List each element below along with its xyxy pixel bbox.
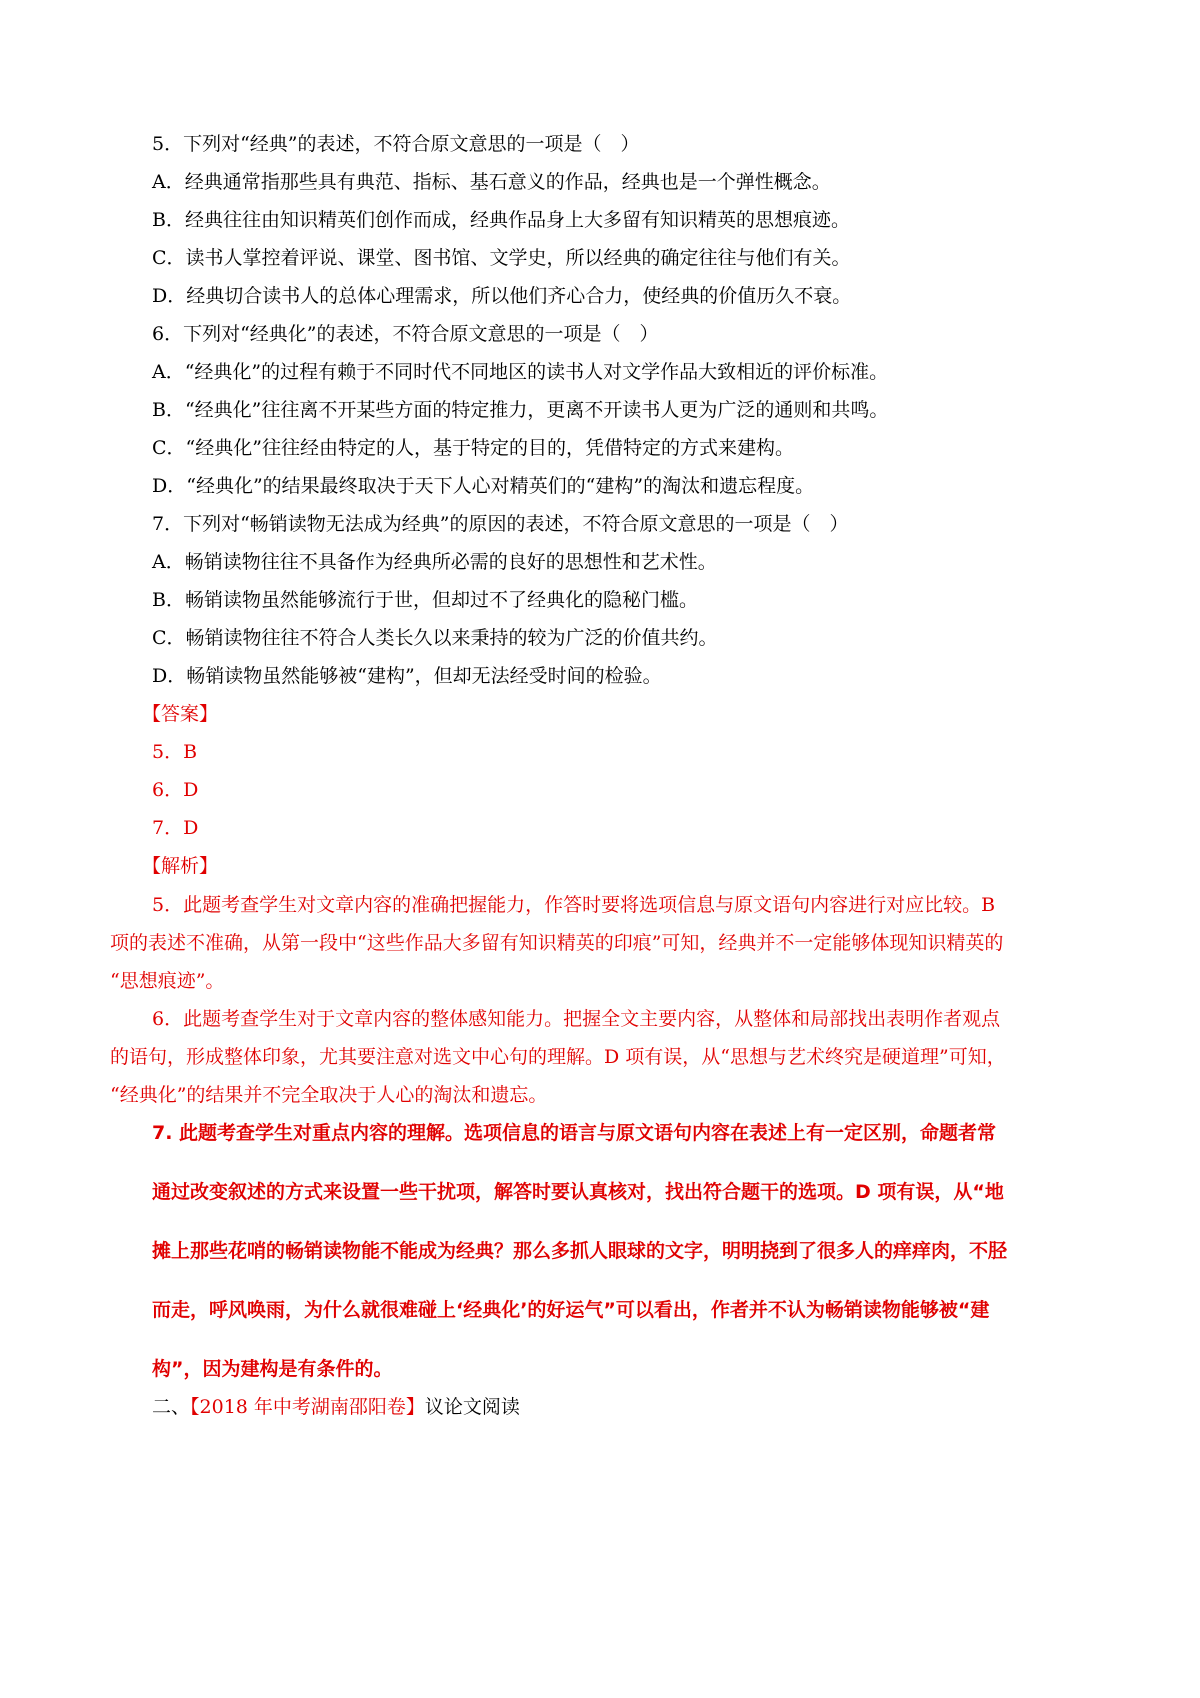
- analysis-6-line-2: 的语句，形成整体印象，尤其要注意对选文中心句的理解。D 项有误，从“思想与艺术终究是硬道理”可知，: [110, 1046, 1006, 1068]
- q5-option-c: C．读书人掌控着评说、课堂、图书馆、文学史，所以经典的确定往往与他们有关。: [152, 247, 851, 269]
- q5-option-d: D．经典切合读书人的总体心理需求，所以他们齐心合力，使经典的价值历久不衰。: [152, 285, 852, 307]
- q6-option-c: C．“经典化”往往经由特定的人，基于特定的目的，凭借特定的方式来建构。: [152, 437, 794, 459]
- analysis-7-line-5: 构”，因为建构是有条件的。: [152, 1358, 393, 1380]
- answer-7: 7．D: [152, 817, 199, 839]
- q5-stem: 5．下列对“经典”的表述，不符合原文意思的一项是（ ）: [152, 133, 640, 155]
- analysis-6-line-3: “经典化”的结果并不完全取决于人心的淘汰和遗忘。: [110, 1084, 548, 1106]
- q7-option-c: C．畅销读物往往不符合人类长久以来秉持的较为广泛的价值共约。: [152, 627, 718, 649]
- answer-heading: 【答案】: [142, 703, 219, 725]
- answer-6: 6．D: [152, 779, 199, 801]
- analysis-7-line-3: 摊上那些花哨的畅销读物能不能成为经典？那么多抓人眼球的文字，明明挠到了很多人的痒痒肉，不胫: [152, 1240, 1008, 1262]
- section-prefix: 二、: [152, 1396, 191, 1418]
- q7-option-b: B．畅销读物虽然能够流行于世，但却过不了经典化的隐秘门槛。: [152, 589, 698, 611]
- analysis-5-line-1: 5．此题考查学生对文章内容的准确把握能力，作答时要将选项信息与原文语句内容进行对应比较。B: [152, 894, 996, 916]
- q7-option-d: D．畅销读物虽然能够被“建构”，但却无法经受时间的检验。: [152, 665, 662, 687]
- section-heading: [152, 1394, 520, 1420]
- analysis-5-line-3: “思想痕迹”。: [110, 970, 225, 992]
- q5-option-a: A．经典通常指那些具有典范、指标、基石意义的作品，经典也是一个弹性概念。: [152, 171, 831, 193]
- section-title: 议论文阅读: [424, 1396, 520, 1418]
- analysis-7-line-4: 而走，呼风唤雨，为什么就很难碰上‘经典化’的好运气”可以看出，作者并不认为畅销读物能够被“建: [152, 1299, 990, 1321]
- answer-5: 5．B: [152, 741, 198, 763]
- section-source: 【2018 年中考湖南邵阳卷】: [190, 1396, 425, 1418]
- q7-option-a: A．畅销读物往往不具备作为经典所必需的良好的思想性和艺术性。: [152, 551, 717, 573]
- analysis-7-line-2: 通过改变叙述的方式来设置一些干扰项，解答时要认真核对，找出符合题干的选项。D 项有误，从“地: [152, 1181, 1004, 1203]
- analysis-7-line-1: 7. 此题考查学生对重点内容的理解。选项信息的语言与原文语句内容在表述上有一定区别，命题者常: [152, 1122, 997, 1144]
- analysis-5-line-2: 项的表述不准确，从第一段中“这些作品大多留有知识精英的印痕”可知，经典并不一定能够体现知识精英的: [110, 932, 1004, 954]
- q5-option-b: B．经典往往由知识精英们创作而成，经典作品身上大多留有知识精英的思想痕迹。: [152, 209, 850, 231]
- q6-stem: 6．下列对“经典化”的表述，不符合原文意思的一项是（ ）: [152, 323, 659, 345]
- q7-stem: 7．下列对“畅销读物无法成为经典”的原因的表述，不符合原文意思的一项是（ ）: [152, 513, 849, 535]
- q6-option-a: A．“经典化”的过程有赖于不同时代不同地区的读书人对文学作品大致相近的评价标准。: [152, 361, 889, 383]
- q6-option-d: D．“经典化”的结果最终取决于天下人心对精英们的“建构”的淘汰和遗忘程度。: [152, 475, 815, 497]
- analysis-heading: 【解析】: [142, 855, 219, 877]
- q6-option-b: B．“经典化”往往离不开某些方面的特定推力，更离不开读书人更为广泛的通则和共鸣。: [152, 399, 889, 421]
- analysis-6-line-1: 6．此题考查学生对于文章内容的整体感知能力。把握全文主要内容，从整体和局部找出表明作者观点: [152, 1008, 1001, 1030]
